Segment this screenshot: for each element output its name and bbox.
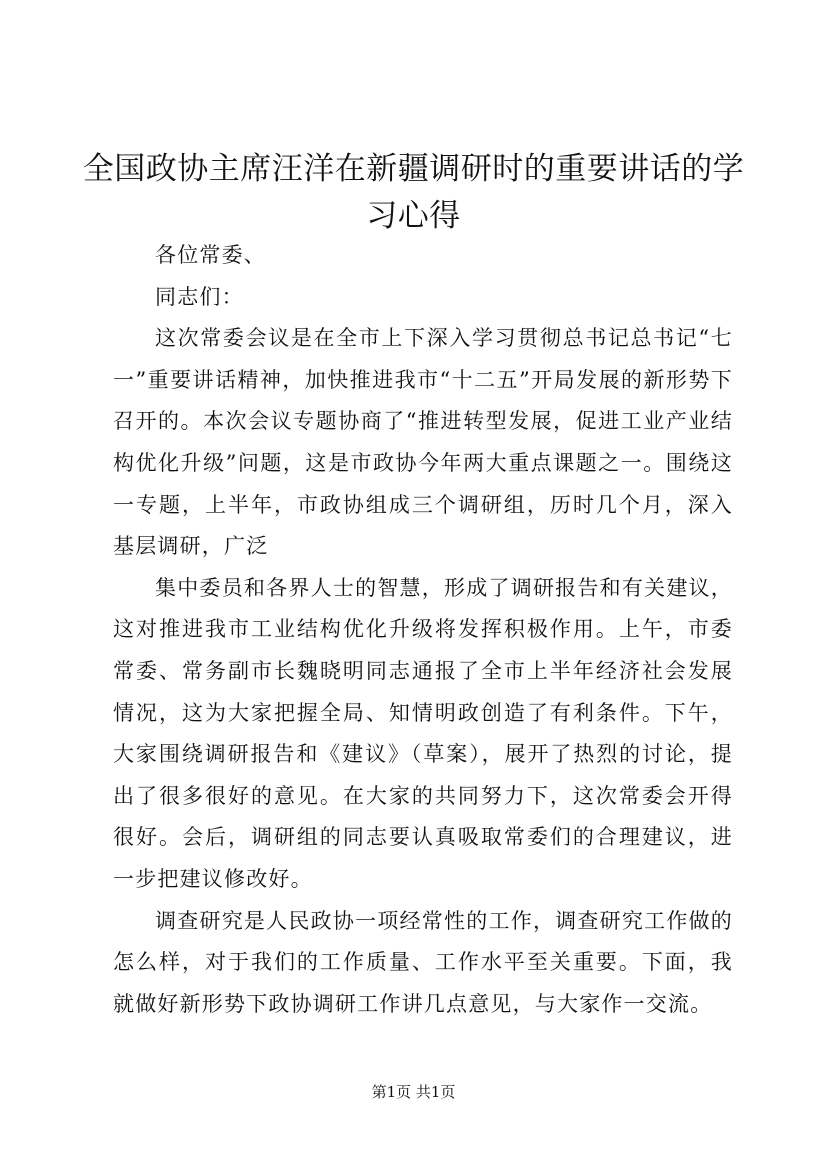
document-body bbox=[113, 235, 733, 1025]
paragraph-meeting-summary: 集中委员和各界人士的智慧，形成了调研报告和有关建议，这对推进我市工业结构优化升级将发挥积极作用。上午，市委常委、常务副市长魏晓明同志通报了全市上半年经济社会发展情况，这为大家把握全局、知情明政创造了有利条件。下午，大家围绕调研报告和《建议》（草案），展开了热烈的讨论，提出了很多很好的意见。在大家的共同努力下，这次常委会开得很好。会后，调研组的同志要认真吸取常委们的合理建议，进一步把建议修改好。 bbox=[113, 575, 733, 891]
salutation-committee: 各位常委、 bbox=[155, 243, 266, 267]
page-number-footer: 第1页 共1页 bbox=[371, 1083, 456, 1101]
salutation-comrades: 同志们： bbox=[155, 284, 244, 309]
paragraph-research-importance: 调查研究是人民政协一项经常性的工作，调查研究工作做的怎么样，对于我们的工作质量、工作水平至关重要。下面，我就做好新形势下政协调研工作讲几点意见，与大家作一交流。 bbox=[113, 908, 733, 1016]
document-title: 全国政协主席汪洋在新疆调研时的重要讲话的学习心得 bbox=[82, 151, 745, 234]
paragraph-meeting-background: 这次常委会议是在全市上下深入学习贯彻总书记总书记“七一”重要讲话精神，加快推进我市“十二五”开局发展的新形势下召开的。本次会议专题协商了“推进转型发展，促进工业产业结构优化升级”问题，这是市政协今年两大重点课题之一。围绕这一专题，上半年，市政协组成三个调研组，历时几个月，深入基层调研，广泛 bbox=[113, 326, 733, 559]
